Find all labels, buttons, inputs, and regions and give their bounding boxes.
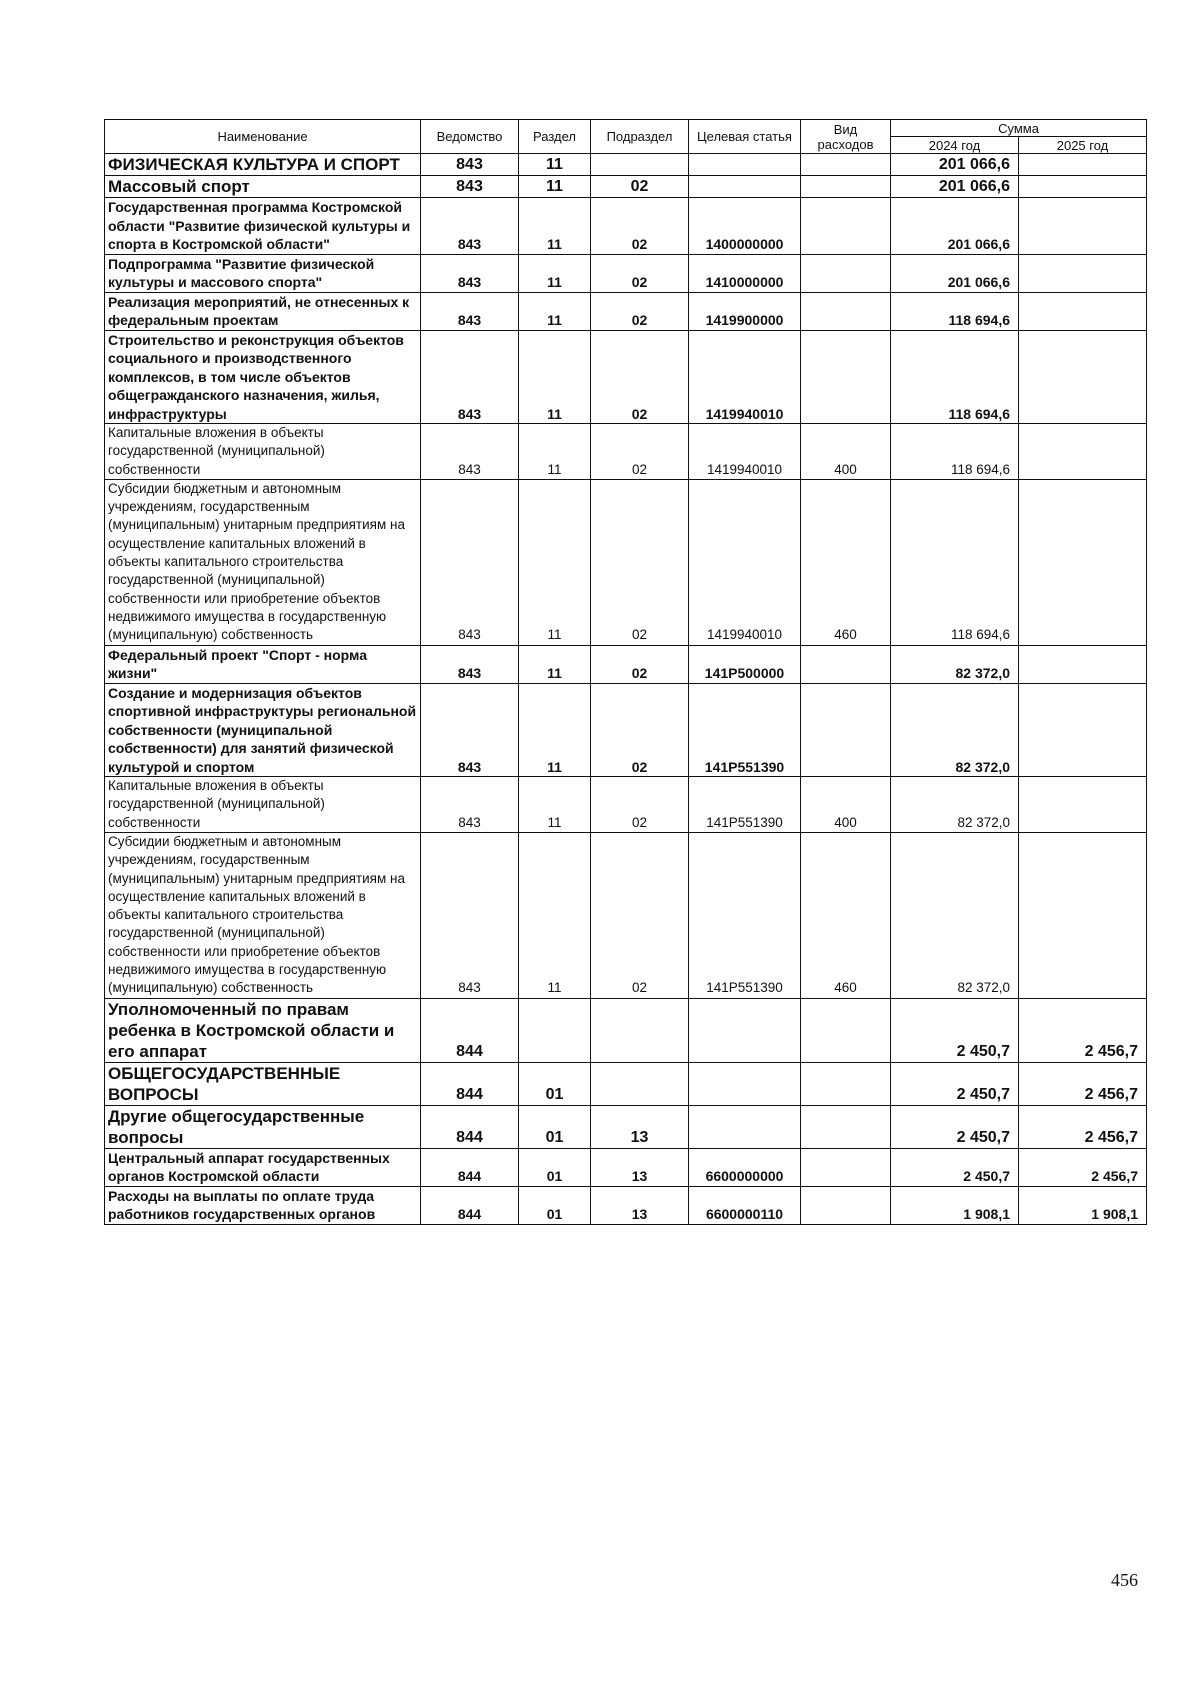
cell-section: 11 xyxy=(519,424,591,480)
cell-section: 11 xyxy=(519,176,591,198)
cell-y2025 xyxy=(1019,777,1147,833)
table-row xyxy=(105,998,1147,1062)
cell-sub: 02 xyxy=(591,176,689,198)
cell-target: 141P500000 xyxy=(689,645,801,683)
cell-sub: 02 xyxy=(591,254,689,292)
cell-sub: 02 xyxy=(591,424,689,480)
cell-section: 01 xyxy=(519,1148,591,1186)
header-sum: Сумма xyxy=(891,120,1147,137)
cell-dept: 843 xyxy=(421,198,519,255)
cell-kind: 400 xyxy=(801,424,891,480)
cell-section: 11 xyxy=(519,198,591,255)
cell-sub xyxy=(591,154,689,176)
cell-y2024: 118 694,6 xyxy=(891,292,1019,330)
cell-target: 1410000000 xyxy=(689,254,801,292)
cell-name: Капитальные вложения в объекты государственной (муниципальной) собственности xyxy=(105,424,421,480)
cell-y2024: 118 694,6 xyxy=(891,424,1019,480)
cell-dept: 843 xyxy=(421,292,519,330)
cell-y2024: 82 372,0 xyxy=(891,645,1019,683)
cell-sub: 13 xyxy=(591,1105,689,1148)
cell-target xyxy=(689,1062,801,1105)
cell-target: 6600000110 xyxy=(689,1186,801,1224)
cell-kind xyxy=(801,1062,891,1105)
cell-kind xyxy=(801,330,891,424)
cell-dept: 843 xyxy=(421,424,519,480)
cell-kind xyxy=(801,683,891,777)
cell-y2024: 2 450,7 xyxy=(891,1148,1019,1186)
cell-sub xyxy=(591,1062,689,1105)
cell-kind xyxy=(801,1148,891,1186)
cell-name: Создание и модернизация объектов спортивной инфраструктуры региональной собственности (муниципальной собственности) для занятий физической культурой и спортом xyxy=(105,683,421,777)
cell-target: 1400000000 xyxy=(689,198,801,255)
table-row xyxy=(105,330,1147,424)
cell-name: Подпрограмма "Развитие физической культуры и массового спорта" xyxy=(105,254,421,292)
header-name: Наименование xyxy=(105,120,421,154)
header-subsection: Подраздел xyxy=(591,120,689,154)
cell-y2024: 82 372,0 xyxy=(891,683,1019,777)
cell-sub xyxy=(591,998,689,1062)
cell-kind xyxy=(801,1105,891,1148)
cell-section: 01 xyxy=(519,1105,591,1148)
header-2025: 2025 год xyxy=(1019,137,1147,154)
cell-kind xyxy=(801,254,891,292)
cell-dept: 844 xyxy=(421,1062,519,1105)
cell-y2025: 2 456,7 xyxy=(1019,998,1147,1062)
header-target: Целевая статья xyxy=(689,120,801,154)
page-number: 456 xyxy=(1111,1570,1138,1590)
cell-target xyxy=(689,998,801,1062)
cell-kind: 460 xyxy=(801,832,891,998)
cell-kind xyxy=(801,176,891,198)
cell-dept: 843 xyxy=(421,254,519,292)
cell-target: 141P551390 xyxy=(689,777,801,833)
cell-target: 1419940010 xyxy=(689,330,801,424)
cell-section: 11 xyxy=(519,777,591,833)
cell-section: 11 xyxy=(519,479,591,645)
cell-name: Расходы на выплаты по оплате труда работников государственных органов xyxy=(105,1186,421,1224)
cell-dept: 844 xyxy=(421,1105,519,1148)
table-body xyxy=(105,154,1147,1225)
cell-section: 11 xyxy=(519,832,591,998)
cell-y2024: 2 450,7 xyxy=(891,998,1019,1062)
cell-target: 1419940010 xyxy=(689,424,801,480)
cell-dept: 843 xyxy=(421,154,519,176)
cell-y2024: 1 908,1 xyxy=(891,1186,1019,1224)
header-2024: 2024 год xyxy=(891,137,1019,154)
table-row xyxy=(105,424,1147,480)
cell-y2025 xyxy=(1019,154,1147,176)
cell-kind xyxy=(801,198,891,255)
cell-sub: 02 xyxy=(591,683,689,777)
cell-name: Субсидии бюджетным и автономным учреждениям, государственным (муниципальным) унитарным предприятиям на осуществление капитальных вложений в объекты капитального строительства государственной (муниципальной) собственности или приобретение объектов недвижимого имущества в государственную (муниципальную) собственность xyxy=(105,832,421,998)
cell-y2025 xyxy=(1019,683,1147,777)
cell-section: 11 xyxy=(519,645,591,683)
cell-y2025: 1 908,1 xyxy=(1019,1186,1147,1224)
cell-name: Массовый спорт xyxy=(105,176,421,198)
cell-kind xyxy=(801,998,891,1062)
cell-section: 11 xyxy=(519,330,591,424)
cell-dept: 844 xyxy=(421,998,519,1062)
table-row xyxy=(105,683,1147,777)
cell-section: 11 xyxy=(519,683,591,777)
header-kind: Вид расходов xyxy=(801,120,891,154)
cell-y2025 xyxy=(1019,330,1147,424)
cell-name: Капитальные вложения в объекты государственной (муниципальной) собственности xyxy=(105,777,421,833)
cell-y2025 xyxy=(1019,254,1147,292)
cell-sub: 13 xyxy=(591,1186,689,1224)
table-header xyxy=(105,120,1147,154)
table-row xyxy=(105,832,1147,998)
cell-kind xyxy=(801,154,891,176)
table-row xyxy=(105,154,1147,176)
table-row xyxy=(105,479,1147,645)
cell-y2024: 201 066,6 xyxy=(891,198,1019,255)
cell-y2024: 118 694,6 xyxy=(891,330,1019,424)
cell-section xyxy=(519,998,591,1062)
cell-target xyxy=(689,176,801,198)
cell-target: 6600000000 xyxy=(689,1148,801,1186)
cell-name: Уполномоченный по правам ребенка в Костромской области и его аппарат xyxy=(105,998,421,1062)
table-row xyxy=(105,176,1147,198)
cell-sub: 02 xyxy=(591,832,689,998)
table-row xyxy=(105,645,1147,683)
table-row xyxy=(105,1105,1147,1148)
table-row xyxy=(105,254,1147,292)
cell-section: 11 xyxy=(519,154,591,176)
cell-dept: 843 xyxy=(421,330,519,424)
cell-name: ОБЩЕГОСУДАРСТВЕННЫЕ ВОПРОСЫ xyxy=(105,1062,421,1105)
cell-y2025 xyxy=(1019,292,1147,330)
cell-y2025 xyxy=(1019,198,1147,255)
header-section: Раздел xyxy=(519,120,591,154)
cell-kind xyxy=(801,645,891,683)
cell-kind xyxy=(801,1186,891,1224)
cell-y2025 xyxy=(1019,479,1147,645)
table-row xyxy=(105,1148,1147,1186)
cell-y2024: 2 450,7 xyxy=(891,1062,1019,1105)
cell-y2024: 201 066,6 xyxy=(891,176,1019,198)
cell-target xyxy=(689,1105,801,1148)
cell-y2024: 201 066,6 xyxy=(891,154,1019,176)
cell-section: 11 xyxy=(519,292,591,330)
cell-y2025 xyxy=(1019,176,1147,198)
cell-y2024: 118 694,6 xyxy=(891,479,1019,645)
cell-y2025 xyxy=(1019,832,1147,998)
cell-target: 141P551390 xyxy=(689,683,801,777)
cell-y2024: 82 372,0 xyxy=(891,777,1019,833)
table-row xyxy=(105,777,1147,833)
cell-y2025: 2 456,7 xyxy=(1019,1148,1147,1186)
table-row xyxy=(105,198,1147,255)
cell-sub: 02 xyxy=(591,292,689,330)
cell-section: 11 xyxy=(519,254,591,292)
cell-dept: 843 xyxy=(421,777,519,833)
table-row xyxy=(105,1062,1147,1105)
cell-section: 01 xyxy=(519,1186,591,1224)
cell-section: 01 xyxy=(519,1062,591,1105)
cell-name: Строительство и реконструкция объектов социального и производственного комплексов, в том числе объектов общегражданского назначения, жилья, инфраструктуры xyxy=(105,330,421,424)
cell-sub: 13 xyxy=(591,1148,689,1186)
cell-sub: 02 xyxy=(591,330,689,424)
cell-kind xyxy=(801,292,891,330)
cell-y2025: 2 456,7 xyxy=(1019,1062,1147,1105)
cell-target: 1419900000 xyxy=(689,292,801,330)
cell-name: Федеральный проект "Спорт - норма жизни" xyxy=(105,645,421,683)
budget-table xyxy=(104,119,1147,1225)
cell-name: Субсидии бюджетным и автономным учреждениям, государственным (муниципальным) унитарным предприятиям на осуществление капитальных вложений в объекты капитального строительства государственной (муниципальной) собственности или приобретение объектов недвижимого имущества в государственную (муниципальную) собственность xyxy=(105,479,421,645)
cell-y2025 xyxy=(1019,645,1147,683)
cell-kind: 400 xyxy=(801,777,891,833)
cell-dept: 843 xyxy=(421,832,519,998)
cell-target: 1419940010 xyxy=(689,479,801,645)
table-row xyxy=(105,1186,1147,1224)
cell-sub: 02 xyxy=(591,777,689,833)
cell-dept: 844 xyxy=(421,1148,519,1186)
cell-y2025: 2 456,7 xyxy=(1019,1105,1147,1148)
cell-name: Реализация мероприятий, не отнесенных к федеральным проектам xyxy=(105,292,421,330)
cell-target xyxy=(689,154,801,176)
header-dept: Ведомство xyxy=(421,120,519,154)
cell-dept: 844 xyxy=(421,1186,519,1224)
budget-table-container xyxy=(104,119,1146,1225)
cell-y2024: 201 066,6 xyxy=(891,254,1019,292)
cell-name: Центральный аппарат государственных органов Костромской области xyxy=(105,1148,421,1186)
cell-name: Государственная программа Костромской области "Развитие физической культуры и спорта в Костромской области" xyxy=(105,198,421,255)
cell-sub: 02 xyxy=(591,479,689,645)
cell-target: 141P551390 xyxy=(689,832,801,998)
cell-dept: 843 xyxy=(421,176,519,198)
table-row xyxy=(105,292,1147,330)
cell-sub: 02 xyxy=(591,645,689,683)
cell-y2024: 2 450,7 xyxy=(891,1105,1019,1148)
cell-name: ФИЗИЧЕСКАЯ КУЛЬТУРА И СПОРТ xyxy=(105,154,421,176)
cell-kind: 460 xyxy=(801,479,891,645)
cell-y2024: 82 372,0 xyxy=(891,832,1019,998)
cell-sub: 02 xyxy=(591,198,689,255)
cell-dept: 843 xyxy=(421,645,519,683)
cell-dept: 843 xyxy=(421,683,519,777)
cell-name: Другие общегосударственные вопросы xyxy=(105,1105,421,1148)
cell-y2025 xyxy=(1019,424,1147,480)
cell-dept: 843 xyxy=(421,479,519,645)
